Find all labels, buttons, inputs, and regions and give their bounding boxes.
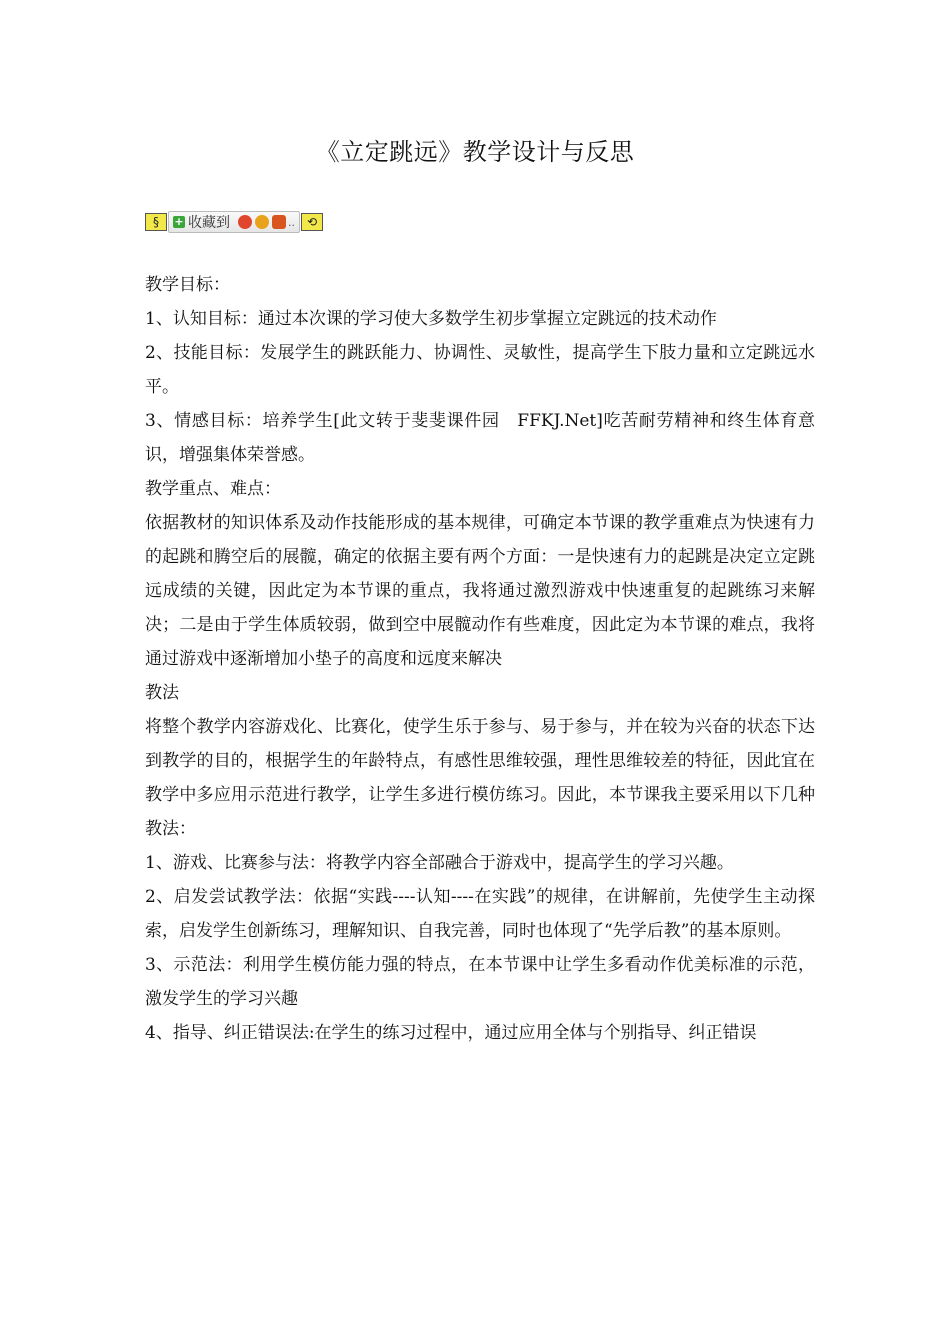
more-label[interactable]: .. bbox=[288, 215, 295, 229]
paragraph: 教学目标： bbox=[145, 275, 230, 295]
paragraph: 2、启发尝试教学法：依据“实践----认知----在实践”的规律，在讲解前，先使学生主动探索，启发学生创新练习，理解知识、自我完善，同时也体现了“先学后教”的基本原则。 bbox=[145, 887, 815, 941]
weibo-icon[interactable] bbox=[238, 215, 252, 229]
share-prev-icon[interactable]: § bbox=[145, 213, 167, 231]
paragraph: 3、情感目标：培养学生[此文转于斐斐课件园 FFKJ.Net]吃苦耐劳精神和终生体育意识，增强集体荣誉感。 bbox=[145, 411, 815, 465]
paragraph: 教学重点、难点： bbox=[145, 479, 281, 499]
bookmark-button[interactable] bbox=[168, 211, 300, 233]
paragraph: 4、指导、纠正错误法:在学生的练习过程中，通过应用全体与个别指导、纠正错误 bbox=[145, 1023, 757, 1043]
article-body bbox=[145, 268, 815, 1050]
paragraph: 1、认知目标：通过本次课的学习使大多数学生初步掌握立定跳远的技术动作 bbox=[145, 309, 717, 329]
share-next-icon[interactable]: ⟲ bbox=[301, 213, 323, 231]
paragraph: 2、技能目标：发展学生的跳跃能力、协调性、灵敏性，提高学生下肢力量和立定跳远水平。 bbox=[145, 343, 815, 397]
paragraph: 3、示范法：利用学生模仿能力强的特点，在本节课中让学生多看动作优美标准的示范，激发学生的学习兴趣 bbox=[145, 955, 815, 1009]
bookmark-label: 收藏到 bbox=[188, 215, 230, 231]
paragraph: 1、游戏、比赛参与法：将教学内容全部融合于游戏中，提高学生的学习兴趣。 bbox=[145, 853, 734, 873]
share-toolbar bbox=[145, 210, 323, 234]
document-title: 《立定跳远》教学设计与反思 bbox=[315, 138, 635, 166]
plus-icon: + bbox=[174, 215, 184, 228]
paragraph: 依据教材的知识体系及动作技能形成的基本规律，可确定本节课的教学重难点为快速有力的起跳和腾空后的展髋，确定的依据主要有两个方面：一是快速有力的起跳是决定立定跳远成绩的关键，因此定为本节课的重点，我将通过激烈游戏中快速重复的起跳练习来解决；二是由于学生体质较弱，做到空中展髋动作有些难度，因此定为本节课的难点，我将通过游戏中逐渐增加小垫子的高度和远度来解决 bbox=[145, 513, 815, 669]
paragraph: 将整个教学内容游戏化、比赛化，使学生乐于参与、易于参与，并在较为兴奋的状态下达到教学的目的，根据学生的年龄特点，有感性思维较强，理性思维较差的特征，因此宜在教学中多应用示范进行教学，让学生多进行模仿练习。因此，本节课我主要采用以下几种教法： bbox=[145, 717, 815, 839]
paragraph: 教法 bbox=[145, 683, 179, 703]
share-service-icon[interactable] bbox=[272, 215, 286, 229]
qzone-icon[interactable] bbox=[255, 215, 269, 229]
